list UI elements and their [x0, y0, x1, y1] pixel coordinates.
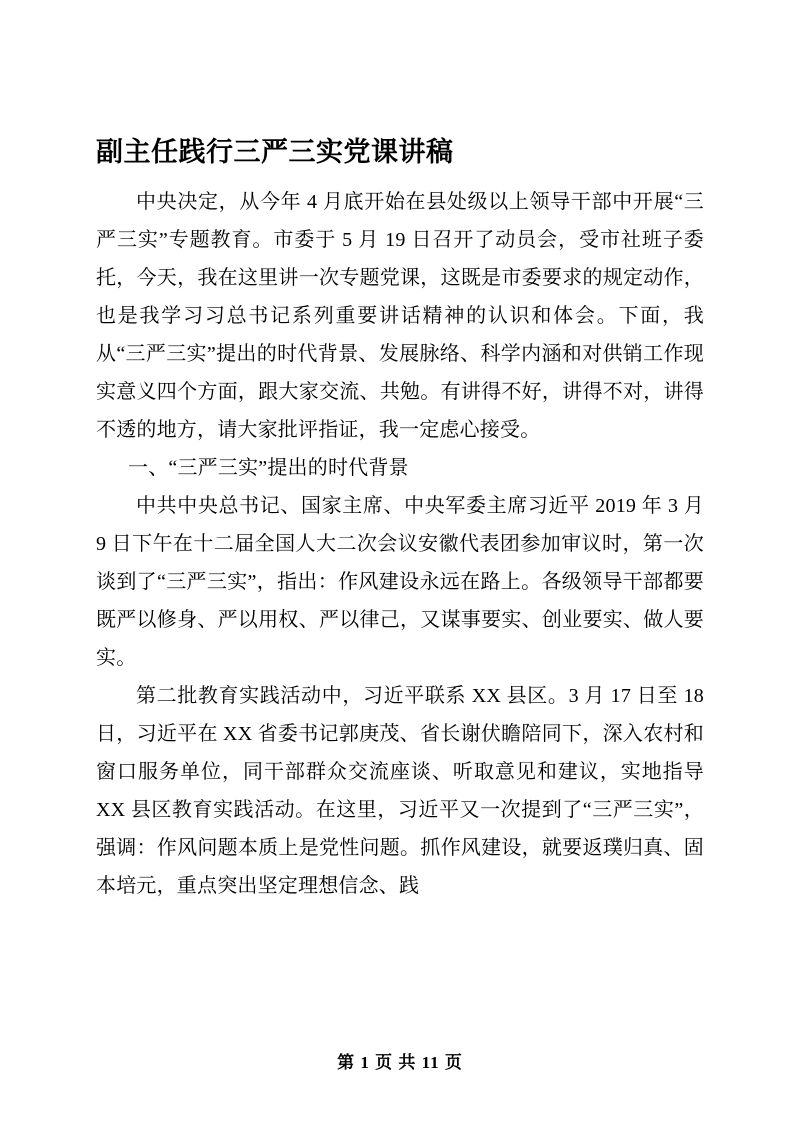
paragraph-2: 中共中央总书记、国家主席、中央军委主席习近平 2019 年 3 月 9 日下午在十二届全国人大二次会议安徽代表团参加审议时，第一次谈到了“三严三实”，指出：作风建设永远在路上。各级领导干部都要既严以修身、严以用权、严以律己，又谋事要实、创业要实、做人要实。	[96, 494, 704, 669]
page-title: 副主任践行三严三实党课讲稿	[96, 137, 454, 167]
paragraph-1: 中央决定，从今年 4 月底开始在县处级以上领导干部中开展“三严三实”专题教育。市委于 5 月 19 日召开了动员会，受市社班子委托，今天，我在这里讲一次专题党课，这既是市委要求的规定动作，也是我学习习总书记系列重要讲话精神的认识和体会。下面，我从“三严三实”提出的时代背景、发展脉络、科学内涵和对供销工作现实意义四个方面，跟大家交流、共勉。有讲得不好，讲得不对，讲得不透的地方，请大家批评指证，我一定虑心接受。	[96, 190, 704, 441]
section-heading-1: 一、“三严三实”提出的时代背景	[128, 456, 409, 479]
paragraph-3: 第二批教育实践活动中，习近平联系 XX 县区。3 月 17 日至 18 日，习近平在 XX 省委书记郭庚茂、省长谢伏瞻陪同下，深入农村和窗口服务单位，同干部群众交流座谈、听取意见和建议，实地指导 XX 县区教育实践活动。在这里，习近平又一次提到了“三严三实”，强调：作风问题本质上是党性问题。抓作风建设，就要返璞归真、固本培元，重点突出坚定理想信念、践	[96, 684, 704, 897]
document-body	[96, 132, 704, 905]
page-footer: 第 1 页 共 11 页	[337, 1053, 463, 1072]
